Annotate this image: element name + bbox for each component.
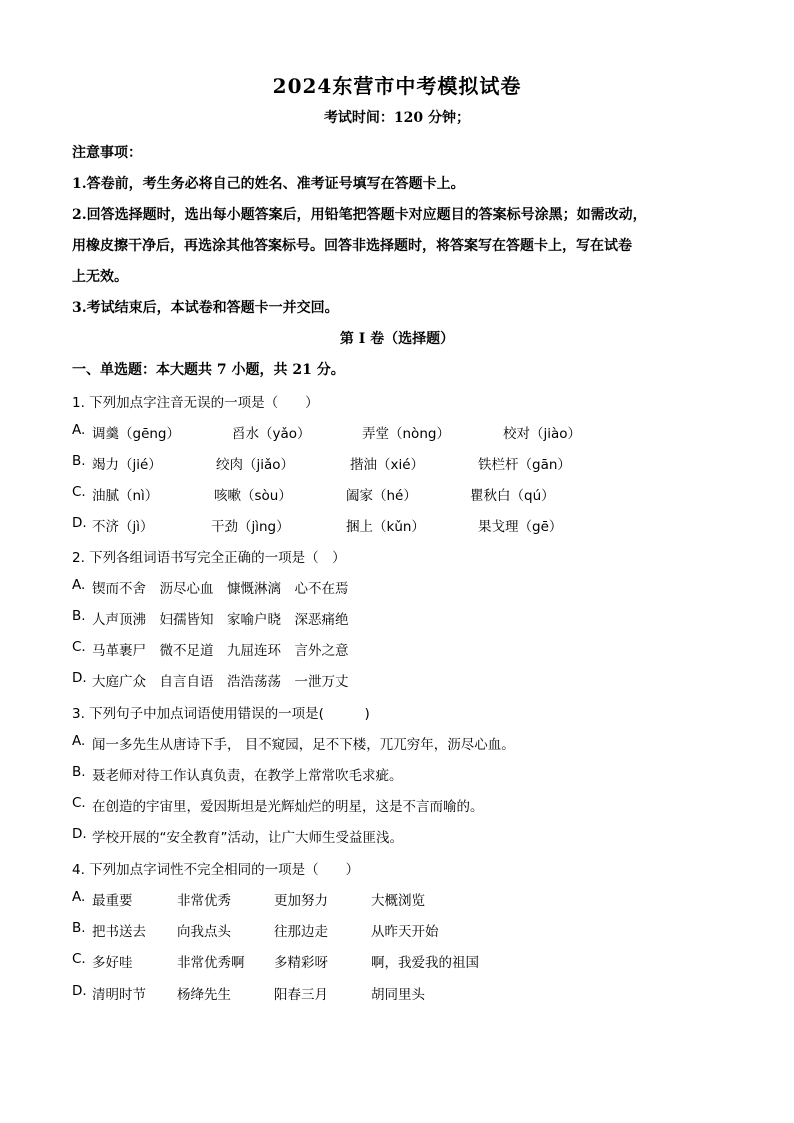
option-item: 调羹（gēng） (92, 426, 181, 442)
part-title: 一、单选题：本大题共 7 小题，共 21 分。 (72, 362, 345, 378)
option-item: 向我点头 (177, 924, 231, 940)
option-item: 弄堂（nòng） (362, 426, 450, 442)
option-label: D. (72, 670, 87, 686)
option-item: 从昨天开始 (371, 924, 439, 940)
option-item: 阳春三月 (274, 987, 328, 1003)
option-label: D. (72, 826, 87, 842)
option-text: 在创造的宇宙里，爱因斯坦是光辉灿烂的明星，这是不言而喻的。 (92, 799, 484, 815)
option-item: 最重要 (92, 893, 133, 909)
option-label: B. (72, 453, 86, 469)
exam-duration: 考试时间：120 分钟； (323, 110, 471, 126)
section-title: 第 I 卷（选择题） (339, 331, 455, 347)
option-item: 果戈理（gē） (478, 519, 563, 535)
option-item: 阖家（hé） (346, 488, 417, 504)
option-label: A. (72, 889, 86, 905)
question-4-stem: 4. 下列加点字词性不完全相同的一项是（ ） (72, 862, 360, 878)
option-text: 大庭广众 自言自语 浩浩荡荡 一泄万丈 (92, 674, 349, 690)
option-label: C. (72, 951, 86, 967)
option-item: 往那边走 (274, 924, 328, 940)
option-item: 舀水（yǎo） (232, 426, 311, 442)
option-text: 马革裹尸 微不足道 九屈连环 言外之意 (92, 643, 349, 659)
option-item: 揩油（xié） (350, 457, 425, 473)
option-text: 学校开展的“安全教育”活动，让广大师生受益匪浅。 (92, 830, 403, 846)
exam-title: 2024东营市中考模拟试卷 (272, 74, 522, 98)
question-2-stem: 2. 下列各组词语书写完全正确的一项是（ ） (72, 550, 346, 566)
option-item: 啊，我爱我的祖国 (371, 955, 479, 971)
option-item: 把书送去 (92, 924, 146, 940)
option-label: C. (72, 639, 86, 655)
option-label: B. (72, 608, 86, 624)
option-label: D. (72, 983, 87, 999)
notice-item-3: 3.考试结束后，本试卷和答题卡一并交回。 (72, 300, 339, 316)
notice-item-1: 1.答卷前，考生务必将自己的姓名、准考证号填写在答题卡上。 (72, 176, 465, 192)
question-3-stem: 3. 下列句子中加点词语使用错误的一项是( ) (72, 706, 370, 722)
option-item: 大概浏览 (371, 893, 425, 909)
option-text: 人声顶沸 妇孺皆知 家喻户晓 深恶痛绝 (92, 612, 349, 628)
option-item: 多精彩呀 (274, 955, 328, 971)
notice-heading: 注意事项： (72, 145, 142, 161)
option-item: 瞿秋白（qú） (470, 488, 555, 504)
option-label: A. (72, 422, 86, 438)
option-item: 杨绛先生 (177, 987, 231, 1003)
option-label: D. (72, 515, 87, 531)
option-item: 干劲（jìng） (211, 519, 290, 535)
option-text: 聂老师对待工作认真负责，在教学上常常吹毛求疵。 (92, 768, 403, 784)
option-item: 竭力（jié） (92, 457, 162, 473)
notice-item-2-line-3: 上无效。 (72, 269, 128, 285)
option-label: B. (72, 764, 86, 780)
option-item: 胡同里头 (371, 987, 425, 1003)
option-text: 锲而不舍 沥尽心血 慷慨淋漓 心不在焉 (92, 581, 349, 597)
option-item: 油腻（nì） (92, 488, 159, 504)
option-label: A. (72, 577, 86, 593)
option-item: 更加努力 (274, 893, 328, 909)
question-1-stem: 1. 下列加点字注音无误的一项是（ ） (72, 395, 319, 411)
option-item: 多好哇 (92, 955, 133, 971)
option-item: 非常优秀啊 (177, 955, 245, 971)
notice-item-2-line-1: 2.回答选择题时，选出每小题答案后，用铅笔把答题卡对应题目的答案标号涂黑；如需改动， (72, 207, 647, 223)
option-item: 非常优秀 (177, 893, 231, 909)
option-item: 咳嗽（sòu） (214, 488, 292, 504)
option-item: 绞肉（jiǎo） (216, 457, 295, 473)
notice-item-2-line-2: 用橡皮擦干净后，再选涂其他答案标号。回答非选择题时，将答案写在答题卡上，写在试卷 (72, 238, 632, 254)
option-label: C. (72, 795, 86, 811)
option-item: 校对（jiào） (503, 426, 582, 442)
option-label: A. (72, 733, 86, 749)
option-text: 闻一多先生从唐诗下手， 目不窥园，足不下楼，兀兀穷年，沥尽心血。 (92, 737, 515, 753)
option-label: B. (72, 920, 86, 936)
option-item: 不济（jì） (92, 519, 154, 535)
option-item: 铁栏杆（gān） (478, 457, 571, 473)
option-label: C. (72, 484, 86, 500)
option-item: 清明时节 (92, 987, 146, 1003)
option-item: 捆上（kǔn） (346, 519, 425, 535)
